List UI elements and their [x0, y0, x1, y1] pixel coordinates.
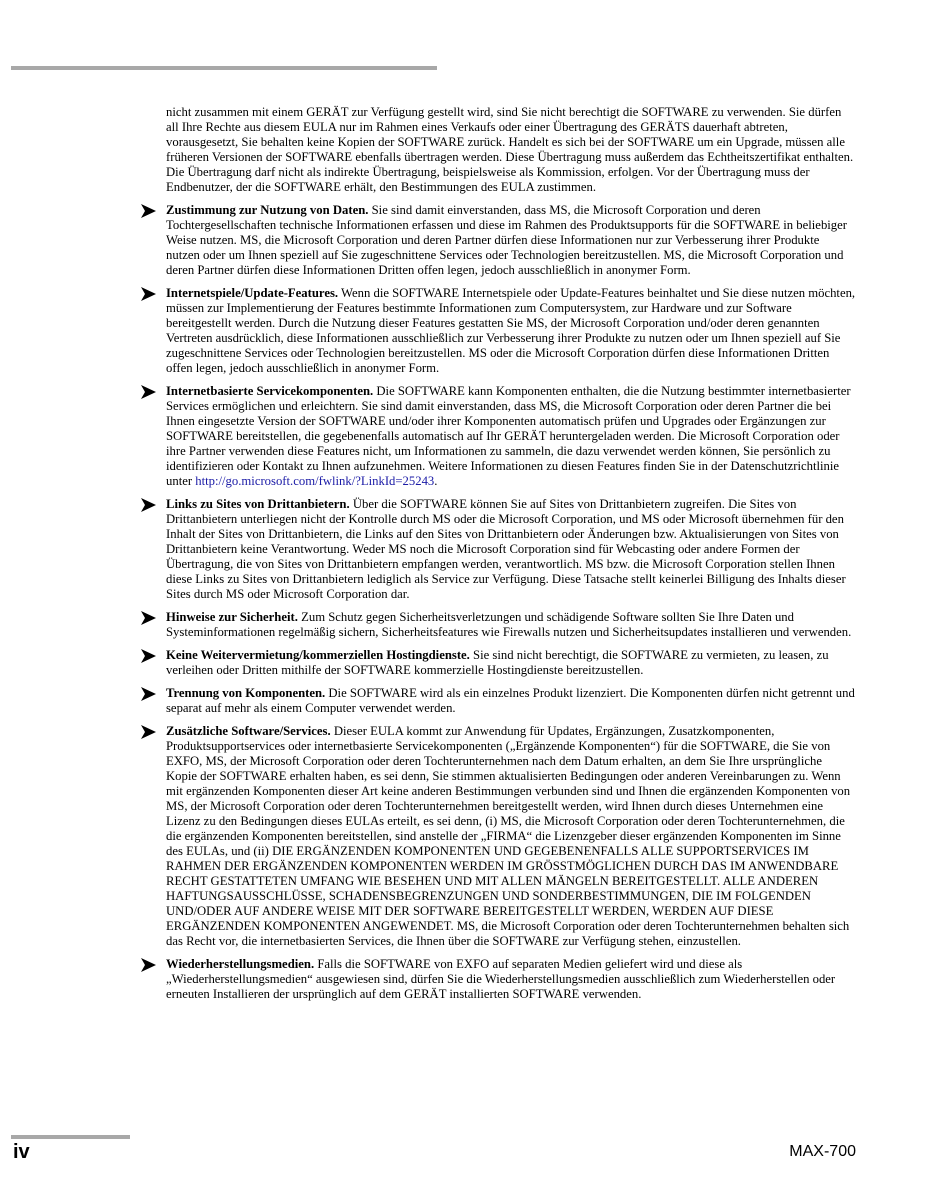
- list-item-title: Trennung von Komponenten.: [166, 686, 326, 700]
- list-item-text: Wenn die SOFTWARE Internetspiele oder Update-Features beinhaltet und Sie diese nutzen möchten, müssen zur Implementierung der Features bestimmte Informationen zum Computersystem, zur Hardware und zur Software bereitgestellt werden. Durch die Nutzung dieser Features gestatten Sie MS, der Microsoft Corporation und/oder deren genannten Vertreten ausdrücklich, diese Informationen ausschließlich zur Verbesserung ihrer Produkte zu nutzen oder um Ihnen speziell auf Sie zugeschnittene Services oder Technologien bereitzustellen. MS oder die Microsoft Corporation dürfen diese Informationen Dritten offen legen, jedoch ausschließlich in anonymer Form.: [166, 286, 856, 375]
- header-rule: [11, 66, 437, 70]
- list-item-text: Falls die SOFTWARE von EXFO auf separaten Medien geliefert wird und diese als „Wiederherstellungsmedien“ ausgewiesen sind, dürfen Sie die Wiederherstellungsmedien ausschließlich zum Wiederherstellen oder erneuten Installieren der ursprünglich auf dem GERÄT installierten SOFTWARE verwenden.: [166, 957, 836, 1001]
- arrowhead-bullet-icon: [141, 498, 156, 512]
- page-number: iv: [13, 1141, 30, 1163]
- list-item-title: Keine Weitervermietung/kommerziellen Hostingdienste.: [166, 648, 470, 662]
- arrowhead-bullet-icon: [141, 204, 156, 218]
- list-item-data-consent: [166, 203, 856, 278]
- arrowhead-bullet-icon: [141, 649, 156, 663]
- list-item-internet-services: [166, 384, 856, 489]
- document-name: MAX-700: [789, 1143, 856, 1160]
- list-item-title: Wiederherstellungsmedien.: [166, 957, 315, 971]
- list-item-text-end: .: [434, 474, 438, 488]
- privacy-policy-link[interactable]: http://go.microsoft.com/fwlink/?LinkId=25243: [195, 474, 435, 488]
- list-item-third-party-links: [166, 497, 856, 602]
- list-item-text: Die SOFTWARE wird als ein einzelnes Produkt lizenziert. Die Komponenten dürfen nicht getrennt und separat auf mehr als einem Computer verwendet werden.: [166, 686, 855, 715]
- arrowhead-bullet-icon: [141, 725, 156, 739]
- list-item-recovery-media: [166, 957, 856, 1002]
- list-item-title: Links zu Sites von Drittanbietern.: [166, 497, 350, 511]
- list-item-internet-games: [166, 286, 856, 376]
- list-item-text: Dieser EULA kommt zur Anwendung für Updates, Ergänzungen, Zusatzkomponenten, Produktsupportservices oder internetbasierte Servicekomponenten („Ergänzende Komponenten“) für die SOFTWARE, die Sie von EXFO, MS, der Microsoft Corporation oder deren Tochterunternehmen nach dem Datum erhalten, an dem Sie Ihre ursprüngliche Kopie der SOFTWARE erhalten haben, es sei denn, Sie stimmen aktualisierten Bedingungen oder anderen Vereinbarungen zu. Wenn mit ergänzenden Komponenten dieser Art keine anderen Bestimmungen verbunden sind und Ihnen die ergänzenden Komponenten von MS, der Microsoft Corporation oder deren Tochterunternehmen bereitgestellt werden, wird Ihnen durch dieses Unternehmen eine Lizenz zu den Bedingungen dieses EULAs erteilt, es sei denn, (i) MS, die Microsoft Corporation oder deren Tochterunternehmen, die die ergänzenden Komponenten bereitstellen, sind anstelle der „FIRMA“ die Lizenzgeber dieser ergänzenden Komponenten im Sinne des EULAs, und (ii) DIE ERGÄNZENDEN KOMPONENTEN UND GEGEBENENFALLS ALLE SUPPORTSERVICES IM RAHMEN DER ERGÄNZENDEN KOMPONENTEN WERDEN IM GRÖSSTMÖGLICHEN DURCH DAS IM ANWENDBARE RECHT GESTATTETEN UMFANG WIE BESEHEN UND MIT ALLEN MÄNGELN BEREITGESTELLT. ALLE ANDEREN HAFTUNGSAUSSCHLÜSSE, SCHADENSBEGRENZUNGEN UND SONDERBESTIMMUNGEN, DIE IM FOLGENDEN UND/ODER AUF ANDERE WEISE MIT DER SOFTWARE BEREITGESTELLT WERDEN, WERDEN AUF DIESE ERGÄNZENDEN KOMPONENTEN ANGEWENDET. MS, die Microsoft Corporation oder deren Tochterunternehmen behalten sich das Recht vor, die internetbasierten Services, die Ihnen über die SOFTWARE zur Verfügung stehen, einzustellen.: [166, 724, 851, 948]
- arrowhead-bullet-icon: [141, 385, 156, 399]
- list-item-text: Sie sind damit einverstanden, dass MS, die Microsoft Corporation und deren Tochtergesellschaften technische Informationen erfassen und diese im Rahmen des Produktsupports für die SOFTWARE in beliebiger Weise nutzen. MS, die Microsoft Corporation und deren Partner dürfen diese Informationen nur zur Verbesserung ihrer Produkte nutzen oder um Ihnen speziell auf Sie zugeschnittene Services oder Technologien bereitzustellen. MS, die Microsoft Corporation und deren Partner dürfen diese Informationen Dritten offen legen, jedoch ausschließlich in anonymer Form.: [166, 203, 848, 277]
- list-item-component-separation: [166, 686, 856, 716]
- list-item-title: Internetspiele/Update-Features.: [166, 286, 339, 300]
- list-item-text: Zum Schutz gegen Sicherheitsverletzungen und schädigende Software sollten Sie Ihre Daten und Systeminformationen regelmäßig sichern, Sicherheitsfeatures wie Firewalls nutzen und Sicherheitsupdates installieren und verwenden.: [166, 610, 852, 639]
- list-item-text: Über die SOFTWARE können Sie auf Sites von Drittanbietern zugreifen. Die Sites von Drittanbietern unterliegen nicht der Kontrolle durch MS oder die Microsoft Corporation, und MS oder Microsoft übernehmen für den Inhalt der Sites von Drittanbietern, die Links auf den Sites von Drittanbietern oder Änderungen bzw. Aktualisierungen von Sites von Drittanbietern keine Verantwortung. Weder MS noch die Microsoft Corporation sind für Webcasting oder andere Formen der Übertragung, die von Sites von Drittanbietern empfangen werden, verantwortlich. MS bzw. die Microsoft Corporation stellen Ihnen diese Links zu Sites von Drittanbietern lediglich als Service zur Verfügung. Diese Tatsache stellt keinerlei Billigung des Inhalts dieser Sites durch MS oder Microsoft Corporation dar.: [166, 497, 846, 601]
- list-item-text: Die SOFTWARE kann Komponenten enthalten, die die Nutzung bestimmter internetbasierter Services ermöglichen und erleichtern. Sie sind damit einverstanden, dass MS, die Microsoft Corporation oder deren Partner die bei Ihnen eingesetzte Version der SOFTWARE und/oder ihrer Komponenten automatisch prüfen und Upgrades oder Ergänzungen zur SOFTWARE bereitstellen, die gegebenenfalls automatisch auf Ihr GERÄT heruntergeladen werden. Die Microsoft Corporation oder ihre Partner verwenden diese Features nicht, um Informationen zu sammeln, die dazu verwendet werden können, Sie persönlich zu identifizieren oder Kontakt zu Ihnen aufzunehmen. Weitere Informationen zu diesen Features finden Sie in der Datenschutzrichtlinie unter: [166, 384, 851, 488]
- list-item-title: Zusätzliche Software/Services.: [166, 724, 331, 738]
- arrowhead-bullet-icon: [141, 958, 156, 972]
- eula-body: [166, 105, 856, 1010]
- arrowhead-bullet-icon: [141, 611, 156, 625]
- list-item-title: Hinweise zur Sicherheit.: [166, 610, 298, 624]
- list-item-additional-software: [166, 724, 856, 949]
- list-item-text: Sie sind nicht berechtigt, die SOFTWARE zu vermieten, zu leasen, zu verleihen oder Dritten mithilfe der SOFTWARE kommerzielle Hostingdienste bereitzustellen.: [166, 648, 829, 677]
- list-item-title: Zustimmung zur Nutzung von Daten.: [166, 203, 369, 217]
- list-item-no-rental: [166, 648, 856, 678]
- footer-rule: [11, 1135, 130, 1139]
- arrowhead-bullet-icon: [141, 287, 156, 301]
- arrowhead-bullet-icon: [141, 687, 156, 701]
- list-item-title: Internetbasierte Servicekomponenten.: [166, 384, 374, 398]
- list-item-security: [166, 610, 856, 640]
- intro-paragraph: nicht zusammen mit einem GERÄT zur Verfügung gestellt wird, sind Sie nicht berechtigt die SOFTWARE zu verwenden. Sie dürfen all Ihre Rechte aus diesem EULA nur im Rahmen eines Verkaufs oder einer Übertragung des GERÄTS dauerhaft abtreten, vorausgesetzt, Sie behalten keine Kopien der SOFTWARE zurück. Handelt es sich bei der SOFTWARE um ein Upgrade, müssen alle früheren Versionen der SOFTWARE ebenfalls übertragen werden. Diese Übertragung muss außerdem das Echtheitszertifikat enthalten. Die Übertragung darf nicht als indirekte Übertragung, beispielsweise als Kommission, erfolgen. Vor der Übertragung muss der Endbenutzer, der die SOFTWARE erhält, den Bestimmungen des EULA zustimmen.: [166, 105, 854, 194]
